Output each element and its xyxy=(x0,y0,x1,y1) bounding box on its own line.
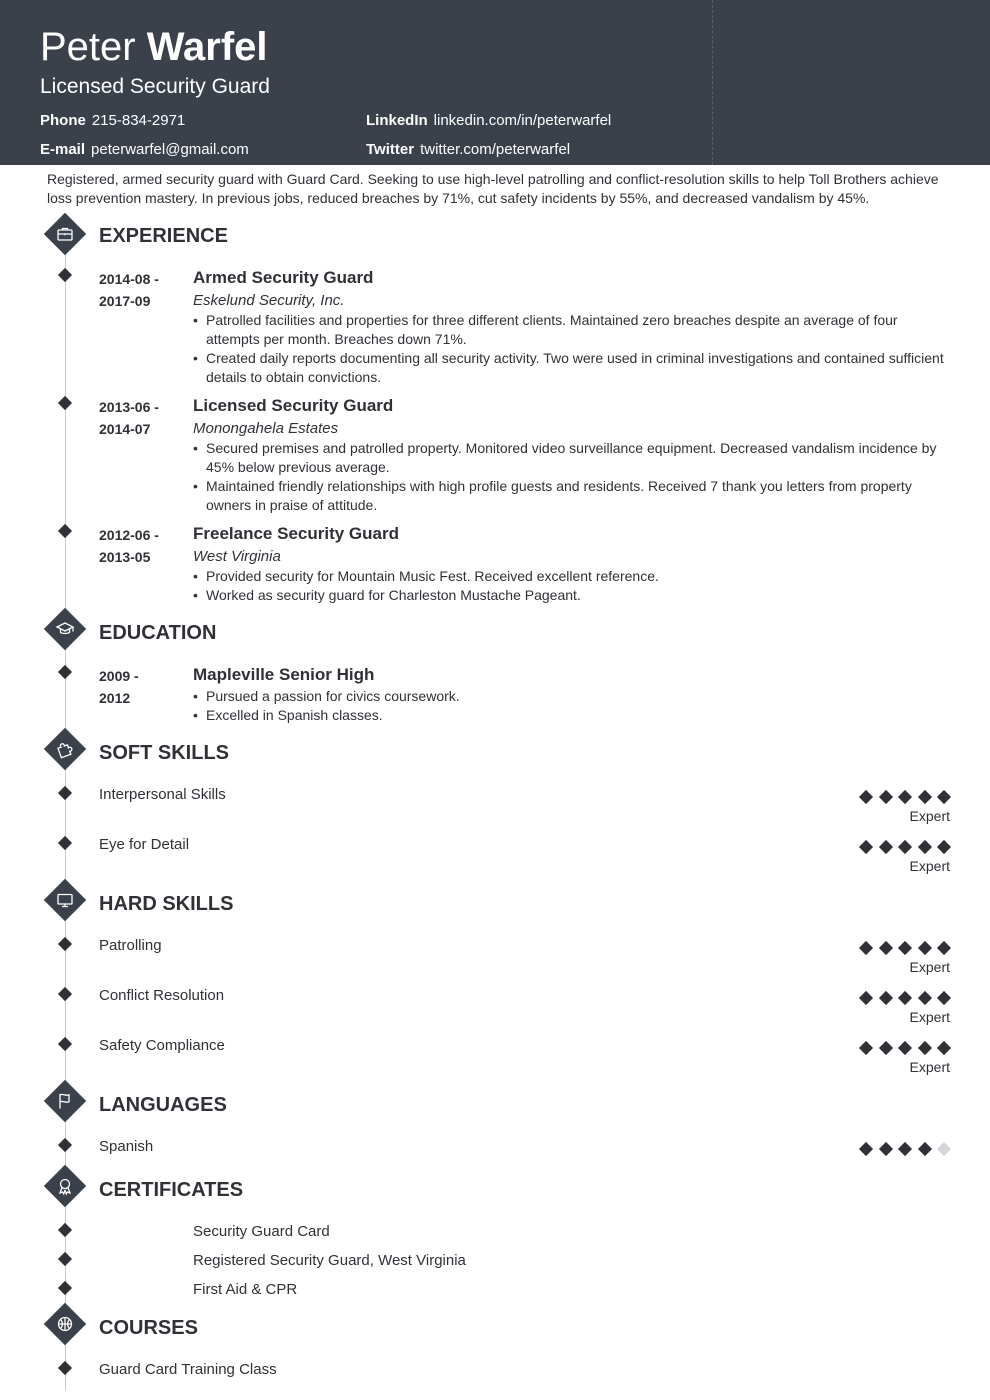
skill-name: Patrolling xyxy=(99,937,162,954)
experience-company: West Virginia xyxy=(193,548,281,565)
timeline-marker xyxy=(58,1361,72,1375)
rating-diamond-filled xyxy=(937,1041,951,1055)
email-value[interactable]: peterwarfel@gmail.com xyxy=(91,141,249,158)
hard-skills-heading: HARD SKILLS xyxy=(99,893,234,915)
puzzle-icon xyxy=(44,728,86,770)
skill-rating xyxy=(858,840,954,854)
rating-diamond-filled xyxy=(878,991,892,1005)
list-item: • Excelled in Spanish classes. xyxy=(193,706,950,725)
experience-bullets xyxy=(193,567,950,605)
rating-diamond-filled xyxy=(859,790,873,804)
rating-diamond-filled xyxy=(859,991,873,1005)
rating-diamond-filled xyxy=(859,1041,873,1055)
candidate-title: Licensed Security Guard xyxy=(40,75,270,98)
list-item: • Maintained friendly relationships with high profile guests and residents. Received 7 thank you letters from property owners in praise of attitude. xyxy=(193,477,950,515)
skill-name: Eye for Detail xyxy=(99,836,190,853)
award-ribbon-icon xyxy=(44,1165,86,1207)
timeline-marker xyxy=(58,836,72,850)
timeline-marker xyxy=(58,268,72,282)
rating-diamond-filled xyxy=(898,1142,912,1156)
education-date: 2009 - 2012 xyxy=(99,668,139,706)
list-item: • Patrolled facilities and properties for three different clients. Maintained zero breaches despite an average of four attempts per month. Breaches down 71%. xyxy=(193,311,950,349)
course-item: Guard Card Training Class xyxy=(99,1361,277,1378)
rating-diamond-filled xyxy=(898,1041,912,1055)
rating-diamond-filled xyxy=(917,941,931,955)
certificate-item: Registered Security Guard, West Virginia xyxy=(193,1252,466,1269)
rating-diamond-filled xyxy=(878,1142,892,1156)
contact-linkedin xyxy=(366,112,611,130)
resume-header xyxy=(0,0,990,165)
rating-diamond-filled xyxy=(859,941,873,955)
timeline-marker xyxy=(58,1252,72,1266)
monitor-icon xyxy=(44,879,86,921)
rating-diamond-filled xyxy=(878,840,892,854)
flag-icon xyxy=(44,1080,86,1122)
twitter-label: Twitter xyxy=(366,141,415,158)
rating-diamond-empty xyxy=(937,1142,951,1156)
contact-phone xyxy=(40,112,185,130)
phone-label: Phone xyxy=(40,112,86,129)
basketball-icon xyxy=(44,1303,86,1345)
linkedin-link[interactable]: linkedin.com/in/peterwarfel xyxy=(433,112,612,129)
summary-text: Registered, armed security guard with Guard Card. Seeking to use high-level patrolling and conflict-resolution skills to help Toll Brothers achieve loss prevention mastery. In previous jobs, reduced breaches by 71%, cut safety incidents by 55%, and decreased vandalism by 45%. xyxy=(47,171,939,206)
education-school: Mapleville Senior High xyxy=(193,665,375,684)
rating-diamond-filled xyxy=(898,840,912,854)
skill-rating xyxy=(858,941,954,955)
soft-skills-heading: SOFT SKILLS xyxy=(99,742,229,764)
contact-email xyxy=(40,141,249,159)
skill-rating xyxy=(858,1041,954,1055)
twitter-link[interactable]: twitter.com/peterwarfel xyxy=(420,141,571,158)
skill-rating xyxy=(858,991,954,1005)
experience-company: Eskelund Security, Inc. xyxy=(193,292,345,309)
list-item: • Pursued a passion for civics coursework. xyxy=(193,687,950,706)
skill-name: Conflict Resolution xyxy=(99,987,225,1004)
rating-diamond-filled xyxy=(859,1142,873,1156)
certificate-item: Security Guard Card xyxy=(193,1223,330,1240)
linkedin-label: LinkedIn xyxy=(366,112,428,129)
experience-heading: EXPERIENCE xyxy=(99,225,228,247)
skill-level: Expert xyxy=(909,808,950,824)
timeline-line xyxy=(65,250,66,1390)
courses-heading: COURSES xyxy=(99,1317,198,1339)
rating-diamond-filled xyxy=(859,840,873,854)
skill-rating xyxy=(858,790,954,804)
timeline-marker xyxy=(58,665,72,679)
list-item: • Created daily reports documenting all security activity. Two were used in criminal investigations and contained sufficient details to obtain convictions. xyxy=(193,349,950,387)
list-item: • Secured premises and patrolled property. Monitored video surveillance equipment. Decreased vandalism incidence by 45% below previous average. xyxy=(193,439,950,477)
experience-bullets xyxy=(193,311,950,387)
timeline-marker xyxy=(58,937,72,951)
timeline-marker xyxy=(58,786,72,800)
timeline-marker xyxy=(58,1138,72,1152)
rating-diamond-filled xyxy=(878,790,892,804)
experience-role: Freelance Security Guard xyxy=(193,524,399,543)
email-label: E-mail xyxy=(40,141,86,158)
timeline-marker xyxy=(58,1281,72,1295)
experience-role: Licensed Security Guard xyxy=(193,396,394,415)
rating-diamond-filled xyxy=(878,1041,892,1055)
rating-diamond-filled xyxy=(898,991,912,1005)
language-name: Spanish xyxy=(99,1138,154,1155)
header-divider xyxy=(712,0,713,165)
rating-diamond-filled xyxy=(937,991,951,1005)
timeline-marker xyxy=(58,524,72,538)
briefcase-icon xyxy=(44,213,86,255)
skill-level: Expert xyxy=(909,1009,950,1025)
timeline-marker xyxy=(58,1037,72,1051)
experience-date: 2012-06 - 2013-05 xyxy=(99,527,159,565)
experience-role: Armed Security Guard xyxy=(193,268,374,287)
experience-date: 2013-06 - 2014-07 xyxy=(99,399,159,437)
education-bullets xyxy=(193,687,950,725)
rating-diamond-filled xyxy=(917,1041,931,1055)
rating-diamond-filled xyxy=(937,941,951,955)
language-rating xyxy=(858,1142,954,1156)
experience-date: 2014-08 - 2017-09 xyxy=(99,271,159,309)
candidate-name xyxy=(40,24,268,70)
skill-level: Expert xyxy=(909,959,950,975)
experience-company: Monongahela Estates xyxy=(193,420,339,437)
rating-diamond-filled xyxy=(878,941,892,955)
rating-diamond-filled xyxy=(937,790,951,804)
experience-bullets xyxy=(193,439,950,515)
skill-name: Interpersonal Skills xyxy=(99,786,226,803)
contact-twitter xyxy=(366,141,570,159)
first-name: Peter xyxy=(40,25,136,69)
last-name: Warfel xyxy=(146,25,268,69)
certificates-heading: CERTIFICATES xyxy=(99,1179,244,1201)
skill-level: Expert xyxy=(909,858,950,874)
rating-diamond-filled xyxy=(917,991,931,1005)
languages-heading: LANGUAGES xyxy=(99,1094,227,1116)
certificate-item: First Aid & CPR xyxy=(193,1281,298,1298)
timeline-marker xyxy=(58,1223,72,1237)
timeline-marker xyxy=(58,987,72,1001)
rating-diamond-filled xyxy=(898,941,912,955)
timeline-marker xyxy=(58,396,72,410)
rating-diamond-filled xyxy=(917,1142,931,1156)
skill-level: Expert xyxy=(909,1059,950,1075)
rating-diamond-filled xyxy=(937,840,951,854)
rating-diamond-filled xyxy=(917,840,931,854)
list-item: • Provided security for Mountain Music Fest. Received excellent reference. xyxy=(193,567,950,586)
list-item: • Worked as security guard for Charleston Mustache Pageant. xyxy=(193,586,950,605)
phone-value: 215-834-2971 xyxy=(91,112,186,129)
graduation-cap-icon xyxy=(44,608,86,650)
skill-name: Safety Compliance xyxy=(99,1037,225,1054)
rating-diamond-filled xyxy=(898,790,912,804)
education-heading: EDUCATION xyxy=(99,622,217,644)
rating-diamond-filled xyxy=(917,790,931,804)
